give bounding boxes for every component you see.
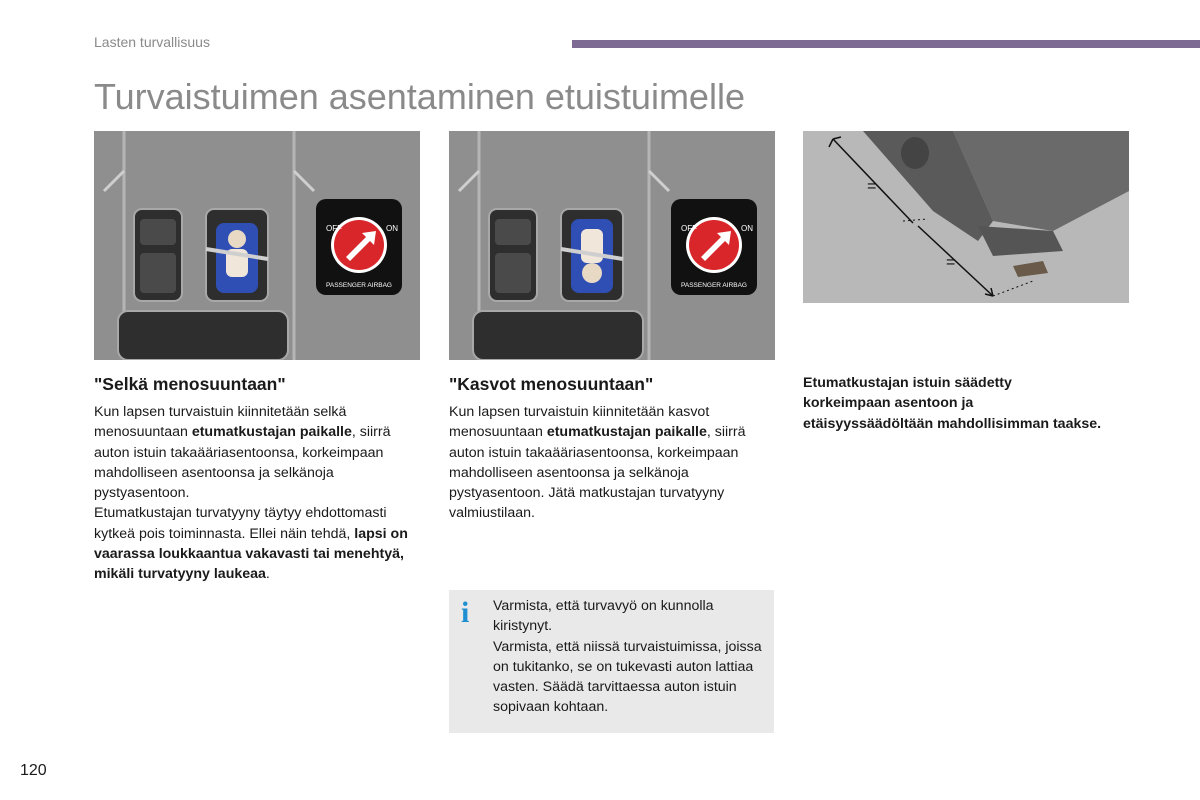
rear-facing-text: Kun lapsen turvaistuin kiinnitetään selkä menosuuntaan etumatkustajan paikalle, siirrä auton istuin takaääriasentoonsa, korkeimpaan mahdolliseen asentoonsa ja selkänoja pystyasentoon. Etumatkustajan turvatyyny täytyy ehdottomasti kytkeä pois toiminnasta. Ellei näin tehdä, lapsi on vaarassa loukkaantua vakavasti tai menehtyä, mikäli turvatyyny laukeaa.: [94, 404, 408, 583]
equal-mark: =: [867, 178, 877, 195]
header-accent-bar: [572, 40, 1200, 48]
airbag-on-label: ON: [386, 224, 398, 233]
forward-facing-seat-illustration: [449, 131, 775, 360]
page-number: 120: [20, 762, 47, 779]
page-title: Turvaistuimen asentaminen etuistuimelle: [94, 76, 745, 117]
seat-position-note: Etumatkustajan istuin säädetty korkeimpaan asentoon ja etäisyyssäädöltään mahdollisimman taakse.: [803, 375, 1102, 432]
passenger-airbag-label: PASSENGER AIRBAG: [681, 282, 747, 289]
rear-facing-seat-illustration: [94, 131, 420, 360]
info-box: [449, 590, 774, 733]
airbag-off-label: OFF: [681, 224, 697, 233]
info-text: [493, 596, 763, 718]
info-line-2: Varmista, että niissä turvaistuimissa, joissa on tukitanko, se on tukevasti auton lattiaa vasten. Säädä tarvittaessa auton istuin sopivaan kohtaan.: [493, 638, 762, 716]
rear-facing-heading: "Selkä menosuuntaan": [94, 374, 286, 394]
equal-mark: =: [946, 254, 956, 271]
passenger-airbag-label: PASSENGER AIRBAG: [326, 282, 392, 289]
airbag-off-label: OFF: [326, 224, 342, 233]
forward-facing-text: Kun lapsen turvaistuin kiinnitetään kasvot menosuuntaan etumatkustajan paikalle, siirrä auton istuin takaääriasentoonsa, korkeimpaan mahdolliseen asentoonsa ja selkänoja pystyasentoon. Jätä matkustajan turvatyyny valmiustilaan.: [449, 404, 746, 522]
airbag-on-label: ON: [741, 224, 753, 233]
info-icon: i: [461, 596, 470, 629]
section-label: Lasten turvallisuus: [94, 34, 210, 50]
info-line-1: Varmista, että turvavyö on kunnolla kiristynyt.: [493, 598, 714, 635]
seat-adjustment-illustration: [803, 131, 1129, 303]
forward-facing-heading: "Kasvot menosuuntaan": [449, 374, 654, 394]
